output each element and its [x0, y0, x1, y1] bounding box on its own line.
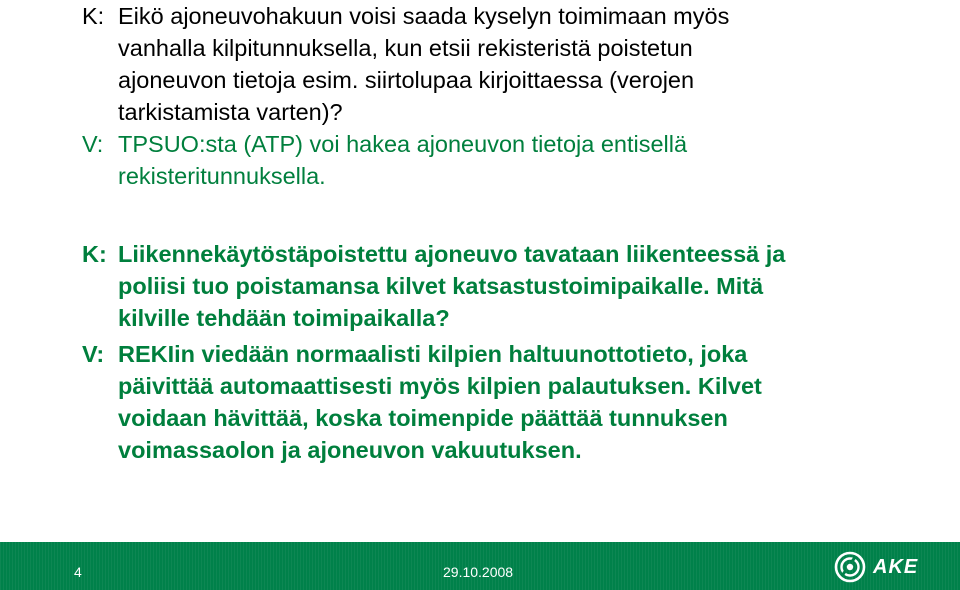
answer-2-line-4 — [82, 434, 942, 466]
question-2-text-line-2: poliisi tuo poistamansa kilvet katsastustoimipaikalle. Mitä — [118, 273, 764, 299]
question-1-text-line-1: Eikö ajoneuvohakuun voisi saada kyselyn toimimaan myös — [118, 3, 730, 29]
footer-bar — [0, 542, 960, 590]
question-1-prefix: K: — [82, 3, 105, 29]
answer-2 — [82, 338, 942, 466]
question-1-text-line-2: vanhalla kilpitunnuksella, kun etsii rekisteristä poistetun — [118, 35, 693, 61]
answer-1-text-line-2: rekisteritunnuksella. — [118, 163, 326, 189]
question-2-line-3 — [82, 302, 942, 334]
question-1-line-2 — [82, 32, 942, 64]
question-1 — [82, 0, 942, 128]
question-1-line-1 — [82, 0, 942, 32]
question-2-line-1 — [82, 238, 942, 270]
answer-2-text-line-3: voidaan hävittää, koska toimenpide päättää tunnuksen — [118, 405, 728, 431]
answer-2-line-3 — [82, 402, 942, 434]
answer-2-text-line-4: voimassaolon ja ajoneuvon vakuutuksen. — [118, 437, 582, 463]
ake-logo — [834, 550, 938, 584]
ake-logo-text: AKE — [873, 556, 919, 578]
answer-1-line-2 — [82, 160, 942, 192]
answer-1-text-line-1: TPSUO:sta (ATP) voi hakea ajoneuvon tietoja entisellä — [118, 131, 688, 157]
question-1-line-4 — [82, 96, 942, 128]
question-1-text-line-3: ajoneuvon tietoja esim. siirtolupaa kirjoittaessa (verojen — [118, 67, 695, 93]
answer-2-text-line-2: päivittää automaattisesti myös kilpien palautuksen. Kilvet — [118, 373, 762, 399]
answer-2-prefix: V: — [82, 341, 105, 367]
ake-logo-icon — [834, 551, 866, 583]
answer-1-line-1 — [82, 128, 942, 160]
answer-1-prefix: V: — [82, 131, 104, 157]
question-2-line-2 — [82, 270, 942, 302]
answer-2-text-line-1: REKIin viedään normaalisti kilpien haltuunottotieto, joka — [118, 341, 748, 367]
question-2-text-line-3: kilville tehdään toimipaikalla? — [118, 305, 450, 331]
question-2-prefix: K: — [82, 241, 107, 267]
question-2-text-line-1: Liikennekäytöstäpoistettu ajoneuvo tavataan liikenteessä ja — [118, 241, 786, 267]
answer-2-line-1 — [82, 338, 942, 370]
footer-date: 29.10.2008 — [443, 564, 514, 580]
slide-number: 4 — [74, 564, 82, 580]
answer-2-line-2 — [82, 370, 942, 402]
question-2 — [82, 238, 942, 334]
question-1-line-3 — [82, 64, 942, 96]
answer-1 — [82, 128, 942, 192]
question-1-text-line-4: tarkistamista varten)? — [118, 99, 343, 125]
